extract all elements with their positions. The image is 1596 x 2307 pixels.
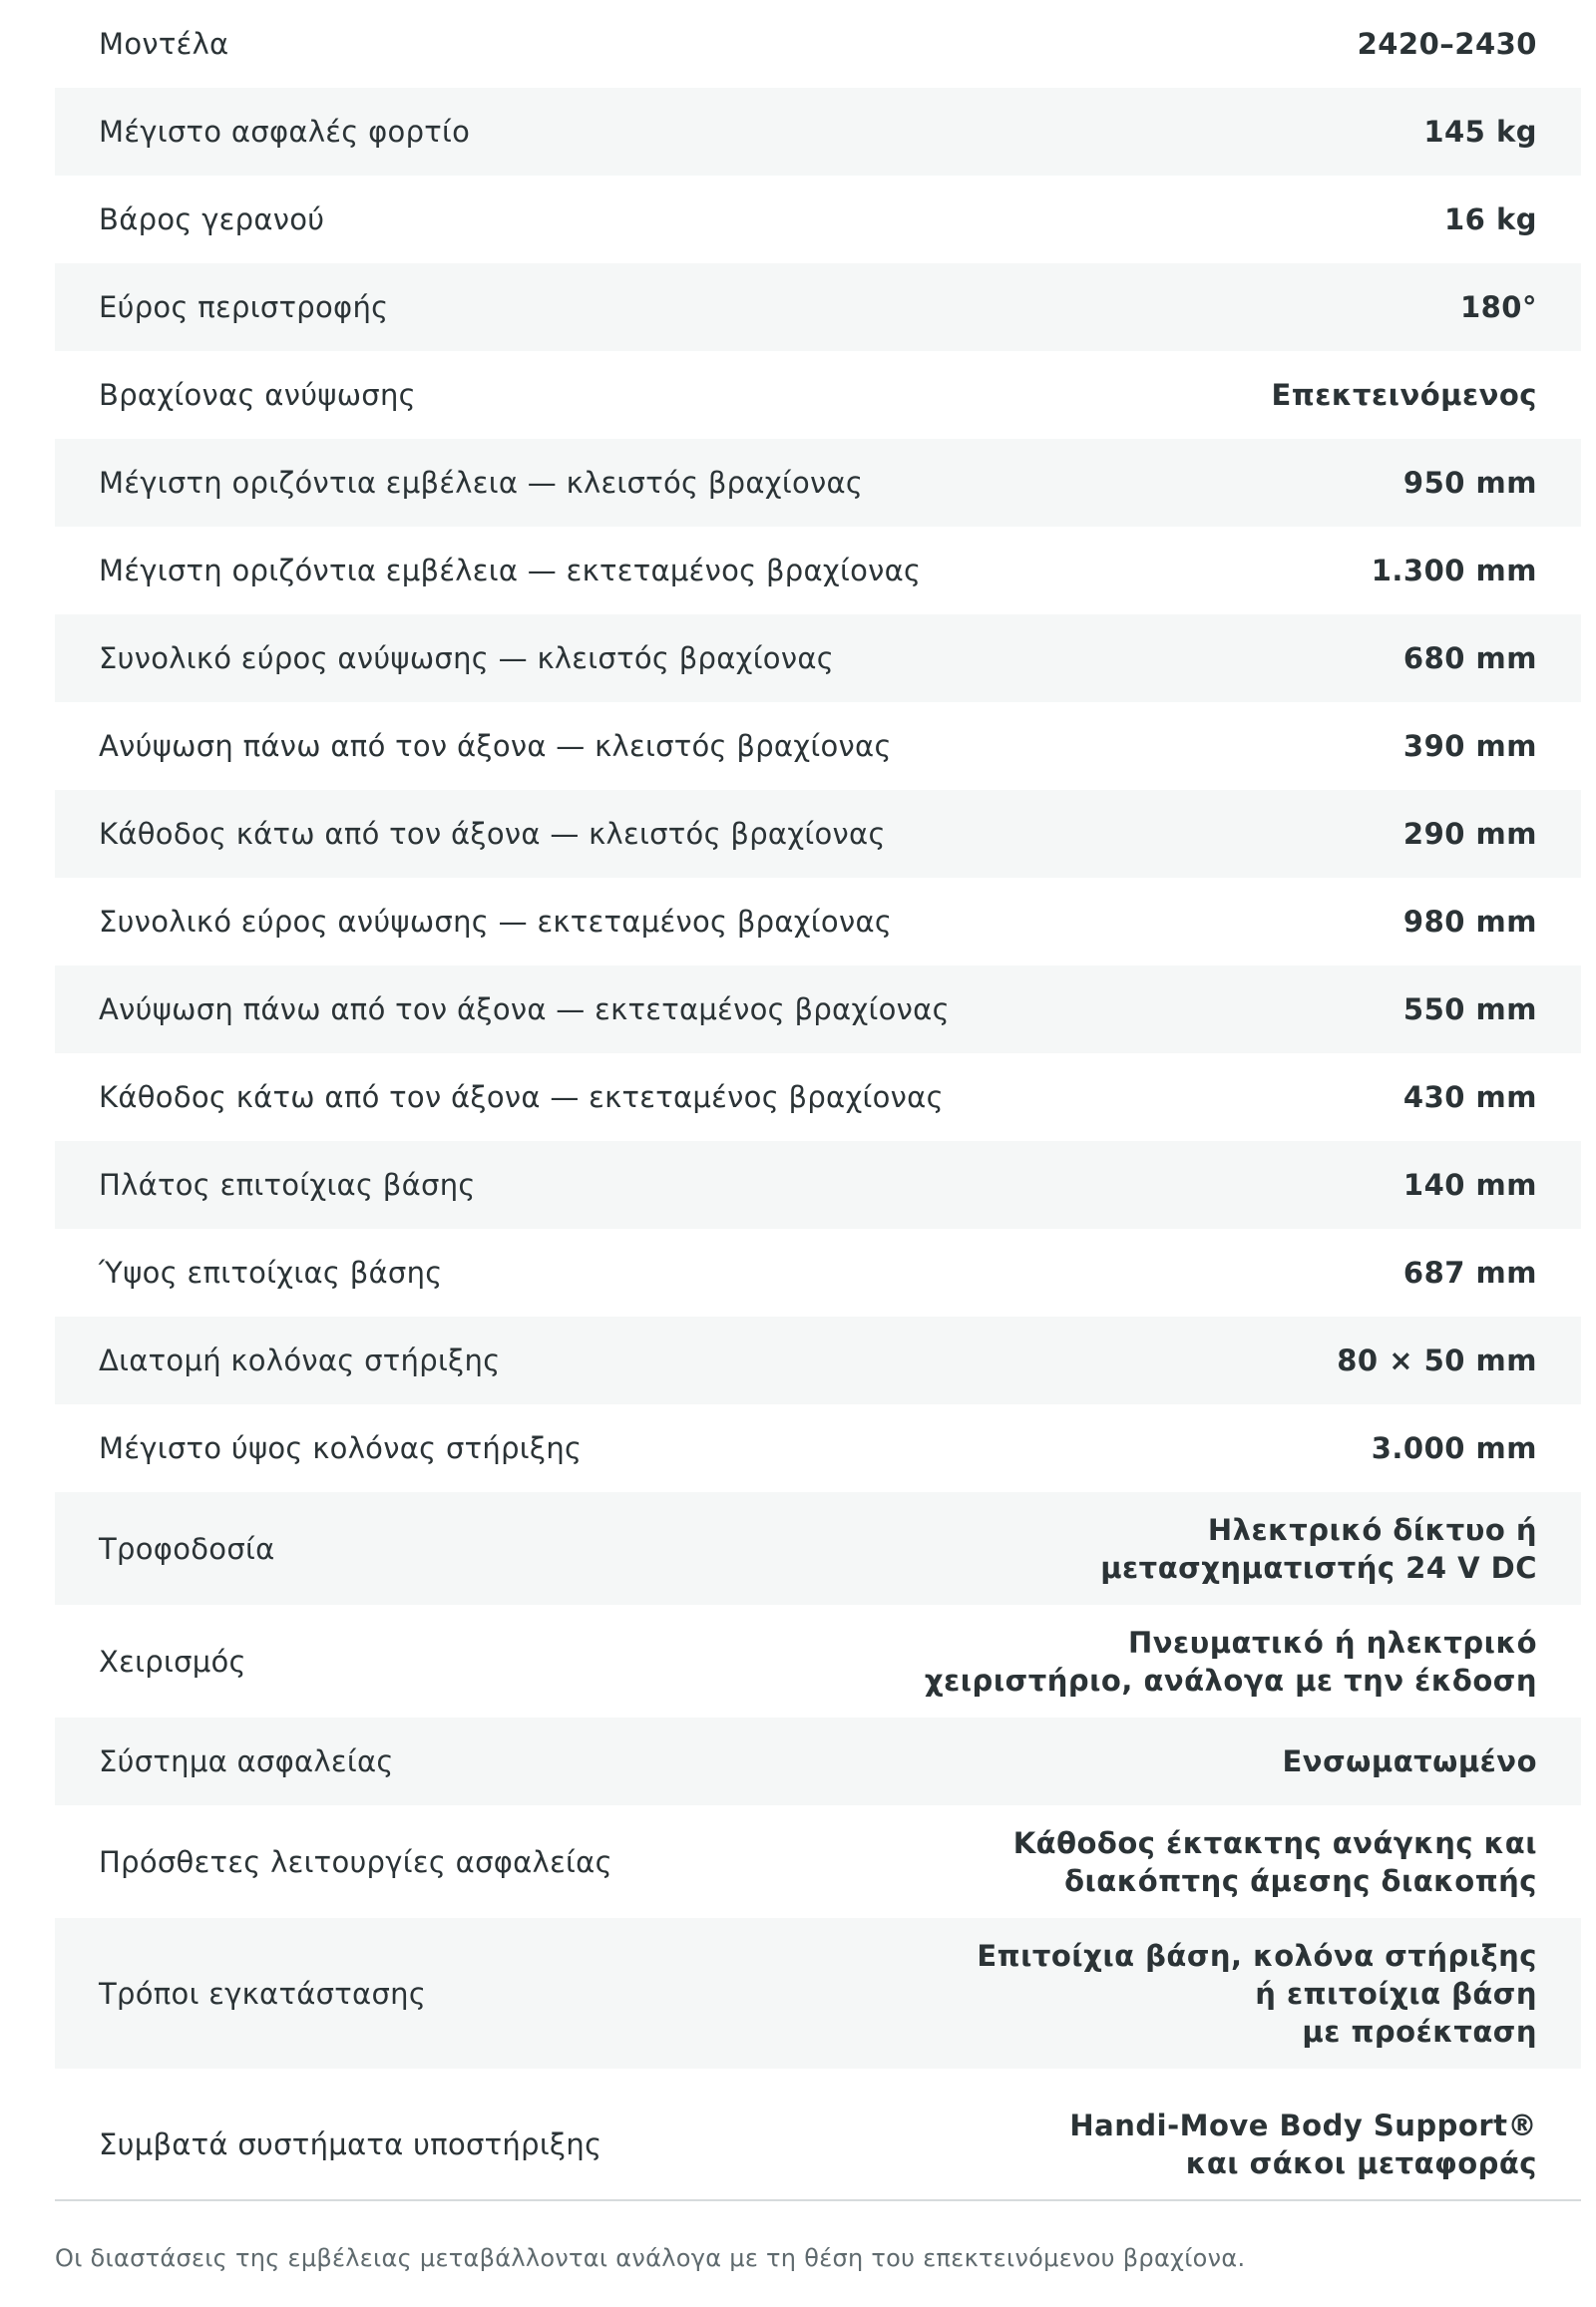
spec-value: 16 kg <box>1444 202 1537 236</box>
spec-label: Πλάτος επιτοίχιας βάσης <box>99 1168 476 1202</box>
spec-value: 140 mm <box>1402 1168 1537 1202</box>
spec-value: Επιτοίχια βάση, κολόνα στήριξης ή επιτοίχια βάση με προέκταση <box>977 1938 1537 2049</box>
spec-label: Συνολικό εύρος ανύψωσης — κλειστός βραχίονας <box>99 641 835 675</box>
spec-row-extra-safety <box>55 1805 1581 1918</box>
spec-label: Μέγιστη οριζόντια εμβέλεια — κλειστός βραχίονας <box>99 466 864 500</box>
spec-value: 550 mm <box>1402 992 1537 1026</box>
spec-value: 1.300 mm <box>1371 554 1537 587</box>
spec-value: Επεκτεινόμενος <box>1271 378 1537 412</box>
spec-value: Κάθοδος έκτακτης ανάγκης και διακόπτης άμεσης διακοπής <box>1012 1825 1537 1898</box>
spec-row-models <box>55 0 1581 88</box>
spec-row-descent-below-extended <box>55 1053 1581 1141</box>
spec-row-descent-below-closed <box>55 790 1581 878</box>
spec-label: Μέγιστη οριζόντια εμβέλεια — εκτεταμένος βραχίονας <box>99 554 922 587</box>
spec-label: Τρόποι εγκατάστασης <box>99 1976 427 2011</box>
spec-value: Handi-Move Body Support® και σάκοι μεταφοράς <box>1069 2108 1537 2180</box>
spec-row-lift-above-closed <box>55 702 1581 790</box>
spec-row-reach-closed <box>55 439 1581 527</box>
spec-label: Ανύψωση πάνω από τον άξονα — εκτεταμένος βραχίονας <box>99 992 950 1026</box>
spec-value: 290 mm <box>1402 817 1537 851</box>
spec-row-lifting-arm <box>55 351 1581 439</box>
spec-label: Σύστημα ασφαλείας <box>99 1744 394 1778</box>
spec-label: Χειρισμός <box>99 1644 246 1679</box>
spec-row-lift-range-closed <box>55 614 1581 702</box>
spec-value: Ηλεκτρικό δίκτυο ή μετασχηματιστής 24 V DC <box>1100 1512 1537 1585</box>
spec-row-control <box>55 1605 1581 1718</box>
spec-row-compatible-systems <box>55 2069 1581 2219</box>
spec-row-safety-system <box>55 1718 1581 1805</box>
spec-value: 2420–2430 <box>1357 27 1537 61</box>
table-divider <box>55 2199 1581 2201</box>
spec-label: Εύρος περιστροφής <box>99 290 389 324</box>
spec-value: 950 mm <box>1402 466 1537 500</box>
spec-label: Βάρος γερανού <box>99 202 325 236</box>
spec-value: Πνευματικό ή ηλεκτρικό χειριστήριο, ανάλογα με την έκδοση <box>924 1625 1537 1698</box>
spec-label: Μέγιστο ασφαλές φορτίο <box>99 115 471 149</box>
spec-row-column-section <box>55 1317 1581 1404</box>
spec-row-column-max-height <box>55 1404 1581 1492</box>
spec-row-wall-mount-height <box>55 1229 1581 1317</box>
spec-row-lift-above-extended <box>55 965 1581 1053</box>
spec-row-max-load <box>55 88 1581 176</box>
spec-label: Κάθοδος κάτω από τον άξονα — κλειστός βραχίονας <box>99 817 886 851</box>
spec-label: Ανύψωση πάνω από τον άξονα — κλειστός βραχίονας <box>99 729 892 763</box>
spec-row-installation <box>55 1918 1581 2069</box>
spec-label: Τροφοδοσία <box>99 1531 275 1566</box>
spec-label: Συνολικό εύρος ανύψωσης — εκτεταμένος βραχίονας <box>99 905 893 939</box>
spec-value: 680 mm <box>1402 641 1537 675</box>
spec-value: Ενσωματωμένο <box>1282 1744 1537 1778</box>
spec-row-power-supply <box>55 1492 1581 1605</box>
spec-row-rotation-range <box>55 263 1581 351</box>
footnote: Οι διαστάσεις της εμβέλειας μεταβάλλονται ανάλογα με τη θέση του επεκτεινόμενου βραχίονα. <box>55 2244 1246 2272</box>
spec-value: 145 kg <box>1423 115 1537 149</box>
spec-label: Μοντέλα <box>99 27 229 61</box>
spec-value: 390 mm <box>1402 729 1537 763</box>
spec-label: Βραχίονας ανύψωσης <box>99 378 416 412</box>
spec-value: 80 × 50 mm <box>1337 1344 1537 1377</box>
spec-row-wall-mount-width <box>55 1141 1581 1229</box>
spec-value: 430 mm <box>1402 1080 1537 1114</box>
spec-value: 980 mm <box>1402 905 1537 939</box>
spec-table <box>55 0 1581 2219</box>
spec-value: 180° <box>1459 290 1537 324</box>
spec-label: Συμβατά συστήματα υποστήριξης <box>99 2126 602 2161</box>
spec-label: Μέγιστο ύψος κολόνας στήριξης <box>99 1431 583 1465</box>
spec-value: 687 mm <box>1402 1256 1537 1290</box>
spec-label: Ύψος επιτοίχιας βάσης <box>99 1256 443 1290</box>
spec-row-reach-extended <box>55 527 1581 614</box>
spec-label: Κάθοδος κάτω από τον άξονα — εκτεταμένος βραχίονας <box>99 1080 944 1114</box>
spec-value: 3.000 mm <box>1371 1431 1537 1465</box>
spec-row-crane-weight <box>55 176 1581 263</box>
spec-row-lift-range-extended <box>55 878 1581 965</box>
spec-label: Διατομή κολόνας στήριξης <box>99 1344 501 1377</box>
spec-label: Πρόσθετες λειτουργίες ασφαλείας <box>99 1844 612 1879</box>
